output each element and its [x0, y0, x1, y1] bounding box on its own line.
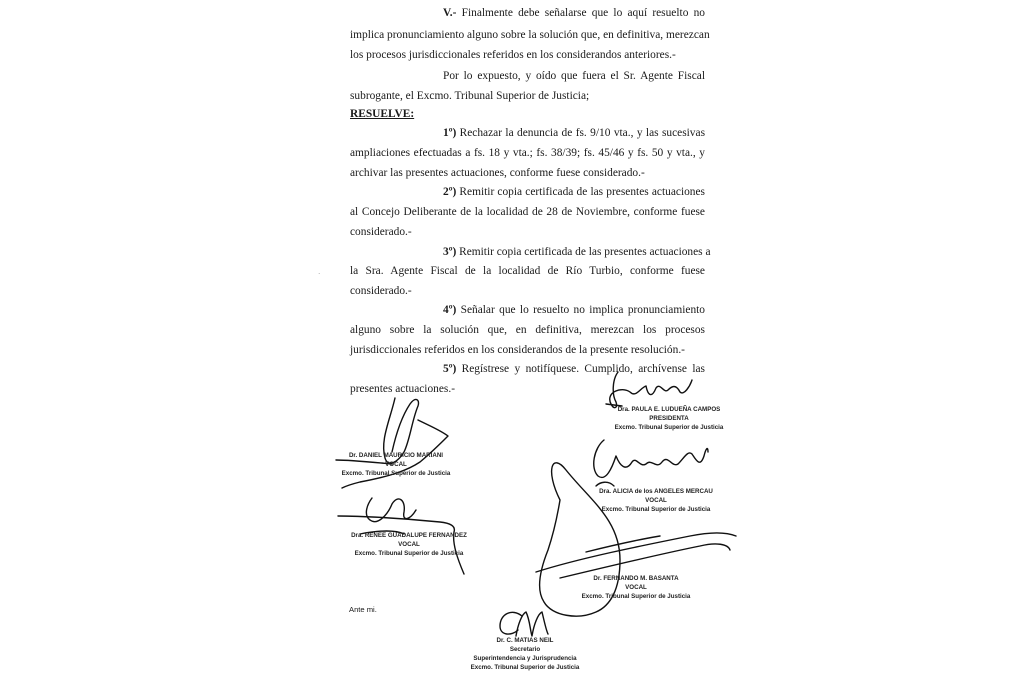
signatory-name: Dra. RENEE GUADALUPE FERNANDEZ	[351, 532, 467, 539]
paragraph-line: la Sra. Agente Fiscal de la localidad de Río Turbio, conforme fuese	[350, 265, 705, 277]
signatory-court: Excmo. Tribunal Superior de Justicia	[581, 593, 691, 600]
margin-mark: ·	[318, 270, 321, 278]
signatory-role: PRESIDENTA	[649, 415, 689, 422]
paragraph-line: 2º) Remitir copia certificada de las presentes actuaciones	[443, 186, 705, 198]
paragraph-line: 4º) Señalar que lo resuelto no implica pronunciamiento	[443, 304, 705, 316]
paragraph-line: considerado.-	[350, 226, 412, 238]
signatory-role: VOCAL	[385, 461, 407, 468]
paragraph-line: V.- Finalmente debe señalarse que lo aquí resuelto no	[443, 7, 705, 19]
paragraph-line: archivar las presentes actuaciones, conforme fuese considerado.-	[350, 167, 645, 179]
secretary-block	[470, 636, 580, 672]
ante-mi-label: Ante mi.	[349, 605, 377, 614]
signatory-block	[346, 531, 472, 558]
paragraph-line: alguno sobre la solución que, en definitiva, merezcan los procesos	[350, 324, 705, 336]
signatory-block	[336, 451, 456, 478]
signatory-court: Excmo. Tribunal Superior de Justicia	[601, 506, 711, 513]
signatory-name: Dra. PAULA E. LUDUEÑA CAMPOS	[617, 406, 721, 413]
paragraph-line: implica pronunciamiento alguno sobre la solución que, en definitiva, merezcan	[350, 29, 710, 41]
paragraph-line: jurisdiccionales referidos en los considerandos de la presente resolución.-	[350, 344, 685, 356]
signature-mercau	[594, 440, 708, 486]
signatory-role: VOCAL	[645, 497, 667, 504]
paragraph-line: subrogante, el Excmo. Tribunal Superior de Justicia;	[350, 90, 590, 102]
signatory-court: Excmo. Tribunal Superior de Justicia	[354, 550, 464, 557]
signatory-court: Excmo. Tribunal Superior de Justicia	[341, 470, 451, 477]
signature-luduena	[606, 372, 692, 408]
resuelve-heading: RESUELVE:	[350, 108, 415, 120]
paragraph-line: ampliaciones efectuadas a fs. 18 y vta.; fs. 38/39; fs. 45/46 y fs. 50 y vta., y	[350, 147, 705, 159]
secretary-dept: Superintendencia y Jurisprudencia	[473, 655, 577, 662]
paragraph-line: 1º) Rechazar la denuncia de fs. 9/10 vta., y las sucesivas	[443, 127, 705, 139]
signatory-block	[604, 405, 734, 432]
paragraph-line: Por lo expuesto, y oído que fuera el Sr. Agente Fiscal	[443, 70, 705, 82]
signatory-name: Dra. ALICIA de los ANGELES MERCAU	[599, 488, 713, 495]
secretary-role: Secretario	[509, 646, 541, 653]
signatory-block	[592, 487, 720, 514]
secretary-name: Dr. C. MATIAS NEIL	[496, 637, 554, 644]
signatory-block	[576, 574, 696, 601]
paragraph-line: al Concejo Deliberante de la localidad de 28 de Noviembre, conforme fuese	[350, 206, 705, 218]
signature-neil	[500, 612, 548, 636]
secretary-court: Excmo. Tribunal Superior de Justicia	[470, 664, 580, 671]
signatory-role: VOCAL	[625, 584, 647, 591]
paragraph-line: presentes actuaciones.-	[350, 383, 455, 395]
paragraph-line: los procesos jurisdiccionales referidos en los considerandos anteriores.-	[350, 49, 676, 61]
signatory-name: Dr. DANIEL MAURICIO MARIANI	[348, 452, 444, 459]
signatory-court: Excmo. Tribunal Superior de Justicia	[614, 424, 724, 431]
paragraph-line: considerado.-	[350, 285, 412, 297]
signatory-name: Dr. FERNANDO M. BASANTA	[593, 575, 679, 582]
paragraph-line: 3º) Remitir copia certificada de las presentes actuaciones a	[443, 246, 711, 258]
signatory-role: VOCAL	[398, 541, 420, 548]
paragraph-line: 5º) Regístrese y notifíquese. Cumplido, archívense las	[443, 363, 705, 375]
